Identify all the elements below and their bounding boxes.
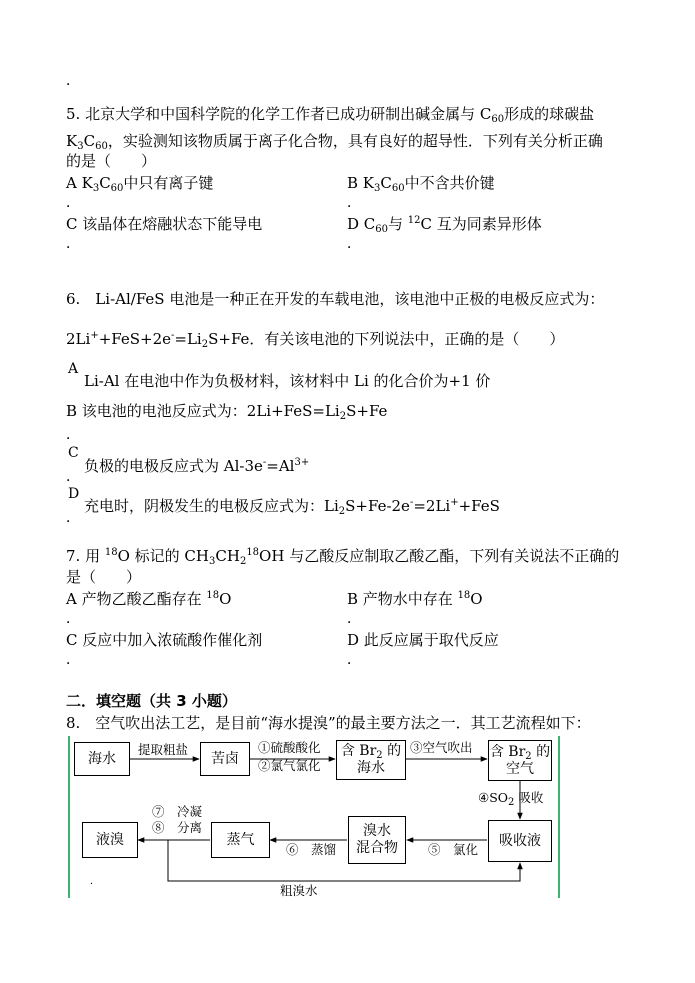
stray-dot: ． (66, 73, 80, 89)
q7-option-c: C 反应中加入浓硫酸作催化剂 (66, 631, 263, 649)
q5-option-d-dot: ． (347, 236, 361, 252)
q5-option-a-dot: ． (66, 195, 80, 211)
q7-option-d: D 此反应属于取代反应 (347, 631, 499, 649)
label-crude-bromine-water: 粗溴水 (280, 883, 318, 898)
q8-stem-line1: 8. 空气吹出法工艺，是目前“海水提溴”的最主要方法之一．其工艺流程如下： (66, 714, 591, 732)
box-bromine-water-mixture: 溴水 混合物 (348, 816, 406, 864)
box-liquid-bromine: 液溴 (82, 822, 138, 858)
q6-option-b-dot: ． (66, 427, 80, 443)
q7-stem-line1: 7. 用 $^{18}$O 标记的 $CH_3CH_2^{18}OH$ 与乙酸反应制取乙酸乙酯，下列有关说法不正确的 (66, 547, 620, 567)
box-bromine-seawater: 含 $Br_2$ 的 海水 (336, 740, 406, 780)
flow-stray-dot: ． (90, 876, 100, 887)
q6-option-c-letter: C (68, 445, 79, 461)
q7-option-c-dot: ． (66, 652, 80, 668)
q6-option-b: B 该电池的电池反应式为：$2Li+FeS=Li_2S+Fe$ (66, 402, 388, 422)
q6-stem-line1: 6. Li-Al/FeS 电池是一种正在开发的车载电池，该电池中正极的电极反应式为： (66, 290, 605, 308)
box-absorption-liquid: 吸收液 (488, 820, 552, 862)
q6-option-d-dot: ． (66, 510, 80, 526)
q7-option-d-dot: ． (347, 652, 361, 668)
q6-option-c-dot: ． (66, 469, 80, 485)
q5-option-b: B $K_3C_{60}$中不含共价键 (347, 174, 495, 194)
q5-stem-line1: 5. 北京大学和中国科学院的化学工作者已成功研制出碱金属与 $C_{60}$形成的球碳盐 (66, 105, 595, 125)
box-seawater: 海水 (74, 742, 130, 776)
q5-option-c-dot: ． (66, 236, 80, 252)
q6-option-a: Li-Al 在电池中作为负极材料，该材料中 Li 的化合价为+1 价 (84, 372, 491, 390)
q5-option-a: A $K_3C_{60}$中只有离子键 (66, 174, 214, 194)
q5-option-c: C 该晶体在熔融状态下能导电 (66, 215, 263, 233)
flow-diagram (68, 736, 560, 898)
label-step1: ①硫酸酸化 (258, 740, 321, 755)
section2-heading: 二．填空题（共 3 小题） (66, 692, 237, 710)
label-step2: ②氯气氯化 (258, 758, 321, 773)
q6-option-d: 充电时，阴极发生的电极反应式为：$Li_2S+Fe-2e^-=2Li^++FeS$ (84, 497, 500, 517)
box-steam: 蒸气 (211, 822, 270, 858)
q6-option-d-letter: D (68, 486, 80, 502)
label-step3: ③空气吹出 (410, 740, 473, 755)
q7-option-a-dot: ． (66, 611, 80, 627)
label-extract-salt: 提取粗盐 (138, 742, 189, 757)
q7-option-b: B 产物水中存在 $^{18}$O (347, 590, 483, 608)
q5-stem-line2: $K_3C_{60}$，实验测知该物质属于离子化合物，具有良好的超导性．下列有关分析正确 (66, 132, 603, 152)
q7-stem-line2: 是（ ） (66, 568, 142, 586)
q6-option-c: 负极的电极反应式为 $Al-3e^-=Al^{3+}$ (84, 457, 310, 475)
label-step5: ⑤ 氯化 (428, 842, 479, 857)
label-step6: ⑥ 蒸馏 (286, 842, 337, 857)
q6-option-a-letter: A (68, 361, 79, 377)
q5-option-b-dot: ． (347, 195, 361, 211)
box-brine: 苦卤 (200, 742, 250, 776)
label-step4: $④SO_2$ 吸收 (478, 790, 544, 808)
q5-stem-line3: 的是（ ） (66, 152, 157, 170)
q7-option-b-dot: ． (347, 611, 361, 627)
label-step8: ⑧ 分离 (152, 820, 203, 835)
q7-option-a: A 产物乙酸乙酯存在 $^{18}$O (66, 590, 232, 608)
q5-option-d: D $C_{60}$与 $^{12}$C 互为同素异形体 (347, 215, 542, 235)
box-bromine-air: 含 $Br_2$ 的 空气 (488, 740, 552, 781)
label-step7: ⑦ 冷凝 (152, 804, 203, 819)
q6-stem-line2: $2Li^++FeS+2e^-=Li_2S+Fe$．有关该电池的下列说法中，正确的是（ ） (66, 330, 565, 350)
